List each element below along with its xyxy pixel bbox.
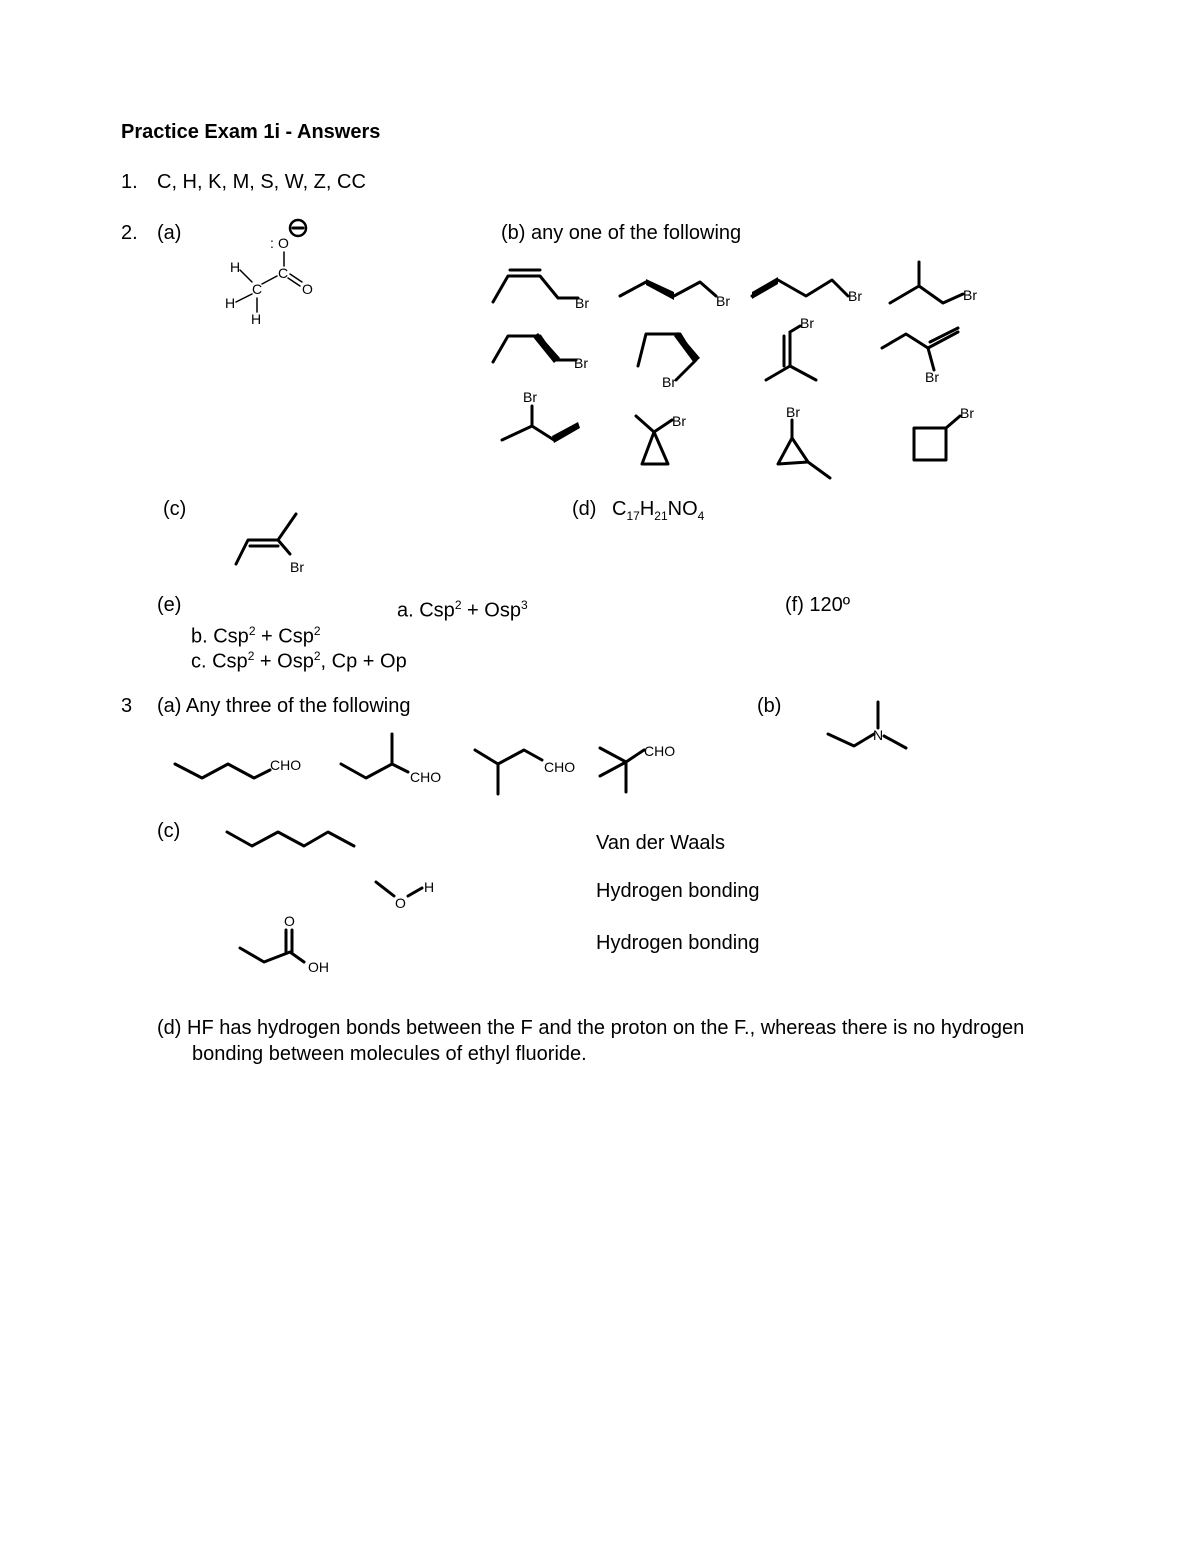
atom-br: Br [575, 295, 589, 311]
structure-3c-acid [234, 912, 344, 978]
q3a-label: (a) Any three of the following [157, 695, 411, 717]
structure-b5 [488, 328, 598, 373]
structure-b8 [878, 326, 968, 388]
structure-b11 [770, 402, 840, 484]
q2e-label: (e) [157, 594, 182, 616]
q2d-label: (d) [572, 498, 597, 520]
atom-br: Br [960, 405, 974, 421]
q2e-a: a. Csp$^2$ + Osp$^3$ [397, 598, 528, 622]
page-title: Practice Exam 1i - Answers [121, 121, 381, 143]
atom-br: Br [963, 287, 977, 303]
structure-b2 [616, 270, 736, 315]
structure-3c-hexane [222, 826, 362, 856]
structure-c [230, 508, 320, 578]
q2e-c: c. Csp$^2$ + Osp$^2$, Cp + Op [191, 649, 407, 673]
q2-number: 2. [121, 222, 138, 244]
q3c-row3: Hydrogen bonding [596, 932, 760, 954]
q2b-label: (b) any one of the following [501, 222, 742, 244]
atom-h3: H [251, 311, 262, 327]
q2a-label: (a) [157, 222, 182, 244]
structure-b6 [630, 328, 710, 390]
atom-br: Br [672, 413, 686, 429]
q3c-label: (c) [157, 820, 181, 842]
structure-3a-2 [336, 730, 456, 788]
structure-b9 [496, 388, 586, 448]
group-oh: OH [308, 959, 329, 975]
structure-b10 [630, 406, 700, 470]
structure-b3 [748, 268, 868, 313]
atom-br: Br [662, 374, 676, 390]
q2f: (f) 120º [785, 594, 851, 616]
atom-c-methyl: C [252, 281, 263, 297]
q3d-line1: (d) HF has hydrogen bonds between the F and the proton on the F., whereas there is no hydrogen [157, 1017, 1025, 1039]
group-cho: CHO [644, 743, 676, 759]
atom-br: Br [574, 355, 588, 371]
atom-h1: H [230, 259, 241, 275]
structure-3a-4 [596, 736, 696, 796]
atom-br: Br [290, 559, 304, 575]
q3-number: 3 [121, 695, 133, 717]
atom-o: O [284, 913, 295, 929]
q2d-formula: $C_{17}H_{21}NO_4$ [612, 498, 705, 523]
atom-br: Br [786, 404, 800, 420]
structure-3a-3 [470, 744, 590, 800]
atom-br: Br [523, 389, 537, 405]
atom-h: H [424, 879, 435, 895]
q1-number: 1. [121, 171, 138, 193]
q1-answer: C, H, K, M, S, W, Z, CC [157, 171, 366, 193]
structure-b1 [488, 262, 598, 312]
q3c-row2: Hydrogen bonding [596, 880, 760, 902]
structure-3c-alcohol [370, 874, 440, 910]
atom-br: Br [848, 288, 862, 304]
atom-o: O [395, 895, 406, 911]
atom-c-carbonyl: C [278, 265, 289, 281]
atom-o-right: O [302, 281, 313, 297]
structure-b4 [885, 258, 995, 308]
atom-br: Br [925, 369, 939, 385]
group-cho: CHO [270, 757, 302, 773]
atom-h2: H [225, 295, 236, 311]
lone-pair: : [270, 235, 274, 251]
structure-b12 [908, 402, 988, 464]
structure-b7 [760, 314, 830, 386]
acetate-lewis-structure [220, 218, 330, 328]
q3c-row1: Van der Waals [596, 832, 725, 854]
q3d-line2: bonding between molecules of ethyl fluoride. [192, 1043, 587, 1065]
structure-3b-amine [822, 698, 912, 754]
q2c-label: (c) [163, 498, 187, 520]
group-cho: CHO [544, 759, 576, 775]
atom-o-top: O [278, 235, 289, 251]
q2e-b: b. Csp$^2$ + Csp$^2$ [191, 624, 321, 648]
atom-br: Br [716, 293, 730, 309]
structure-3a-1 [170, 750, 310, 790]
atom-n: N [873, 727, 884, 743]
atom-br: Br [800, 315, 814, 331]
q3b-label: (b) [757, 695, 782, 717]
group-cho: CHO [410, 769, 442, 785]
